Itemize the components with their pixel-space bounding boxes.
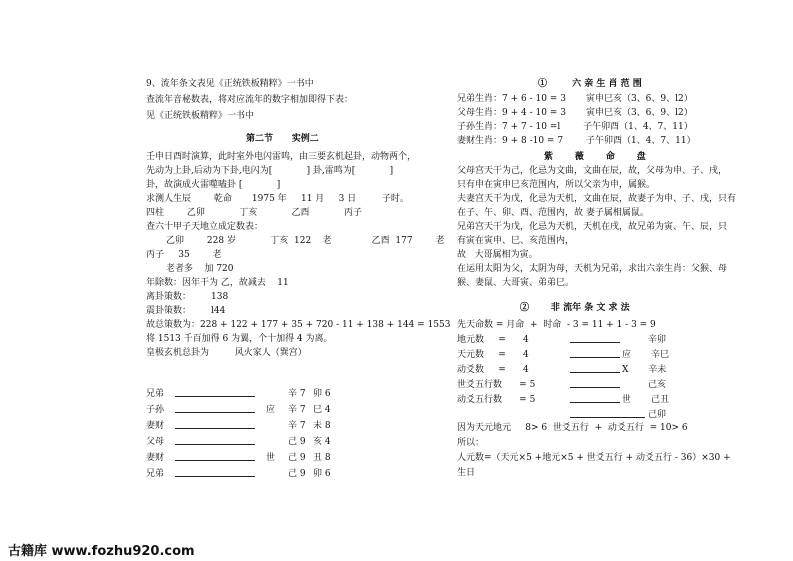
left-line-3: 见《正统铁板精粹》一书中 bbox=[146, 111, 255, 121]
table-branch: 巳 4 bbox=[313, 405, 331, 415]
yao-line bbox=[570, 402, 620, 403]
zodiac-row: 妻财生肖：9 + 8 -10 = 7 子午卯酉（1、4、7、11） bbox=[457, 136, 696, 146]
tail-line: 生日 bbox=[457, 468, 476, 478]
zodiac-row: 兄弟生肖：7 + 6 - 10 = 3 寅申巳亥（3、6、9、l2） bbox=[457, 94, 693, 104]
table-label: 父母 bbox=[146, 437, 165, 447]
para-line: 求测人生辰 乾命 1975 年 11 月 3 日 子时。 bbox=[146, 194, 409, 204]
yao-line-solid bbox=[175, 412, 255, 413]
zodiac-row: 子孙生肖：7 + 7 - 10 =l 子午卯酉（1、4、7、11） bbox=[457, 122, 693, 132]
ziwei-line: 在子、午、卯、酉、范围内，故 妻子属相属鼠。 bbox=[457, 208, 649, 218]
yao-line-solid bbox=[175, 460, 255, 461]
ziwei-line: 猴、妻鼠、大哥寅、弟弟巳。 bbox=[457, 278, 575, 288]
yao-line bbox=[570, 342, 620, 343]
table-stem: 辛 7 bbox=[288, 405, 306, 415]
calc-line: 世爻五行数 = 5 bbox=[457, 380, 536, 390]
ziwei-line: 在运用太阳为父，太阴为母，天机为兄弟，求出六亲生肖：父猴、母 bbox=[457, 264, 728, 274]
table-tag: 世 bbox=[266, 453, 276, 463]
tail-line: 人元数=（天元×5 +地元×5 + 世爻五行 + 动爻五行 - 36）×30 + bbox=[457, 453, 731, 463]
table-stem: 辛 7 bbox=[288, 389, 306, 399]
table-label: 兄弟 bbox=[146, 389, 165, 399]
section-title: 第二节 实例二 bbox=[246, 134, 319, 144]
yao-line-solid bbox=[175, 396, 255, 397]
title-relatives-zodiac: ① 六 亲 生 肖 范 围 bbox=[538, 79, 642, 89]
title-ziwei-chart: 紫 薇 命 盘 bbox=[544, 152, 646, 162]
para-line: 年除数：因年干为 乙，故减去 11 bbox=[146, 278, 289, 288]
left-line-2: 查流年音秘数表，将对应流年的数字相加即得下表： bbox=[146, 95, 354, 105]
para-line: 先动为上卦,后动为下卦,电闪为[ ] 卦,雷鸣为[ ] bbox=[146, 166, 394, 176]
table-stem: 己 9 bbox=[288, 453, 306, 463]
para-line: 丙子 35 老 bbox=[146, 250, 222, 260]
yao-line bbox=[570, 372, 620, 373]
yao-line-solid bbox=[175, 444, 255, 445]
para-line: 离卦策数： 138 bbox=[146, 292, 229, 302]
ziwei-line: 父母宫天干为己，化忌为文曲，文曲在辰，故，父母为申、子、戌， bbox=[457, 166, 728, 176]
zodiac-row: 父母生肖：9 + 4 - 10 = 3 寅申巳亥（3、6、9、l2） bbox=[457, 108, 693, 118]
para-line: 乙卯 228 岁 丁亥 122 老 乙酉 177 老 bbox=[146, 236, 445, 246]
calc-line: 动爻五行数 = 5 bbox=[457, 395, 536, 405]
yao-line bbox=[570, 387, 620, 388]
tail-line: 因为天元地元 8> 6 世爻五行 + 动爻五行 = 10> 6 bbox=[457, 423, 688, 433]
table-label: 妻财 bbox=[146, 421, 165, 431]
ziwei-line: 有寅在寅申、巳、亥范围内， bbox=[457, 236, 575, 246]
table-label: 妻财 bbox=[146, 453, 165, 463]
table-stem: 辛 7 bbox=[288, 421, 306, 431]
para-line: 四柱 乙卯 丁亥 乙酉 丙子 bbox=[146, 208, 362, 218]
para-line: 将 1513 千百加得 6 为翼，个十加得 4 为离。 bbox=[146, 334, 333, 344]
table-label: 兄弟 bbox=[146, 469, 165, 479]
yao-line bbox=[570, 417, 645, 418]
calc-yao-label: 己亥 bbox=[648, 380, 667, 390]
table-tag: 应 bbox=[266, 405, 276, 415]
calc-line: 天元数 = 4 bbox=[457, 350, 529, 360]
para-line: 震卦策数： l44 bbox=[146, 306, 226, 316]
title-non-annual: ② 非 流年 条 文 求 法 bbox=[520, 303, 630, 313]
yao-line-solid bbox=[175, 428, 255, 429]
table-branch: 卯 6 bbox=[313, 389, 331, 399]
para-line: 壬申日酉时演算，此时室外电闪雷鸣，由三要玄机起卦，动物两个， bbox=[146, 152, 417, 162]
calc-yao-label: X 辛未 bbox=[622, 365, 667, 375]
calc-yao-label: 世 己丑 bbox=[622, 395, 670, 405]
yao-line bbox=[570, 357, 620, 358]
table-stem: 己 9 bbox=[288, 437, 306, 447]
left-line-1: 9、流年条文表见《正统铁板精粹》一书中 bbox=[146, 79, 314, 89]
table-branch: 未 8 bbox=[313, 421, 331, 431]
para-line: 卦，故演成火雷噬嗑卦 [ ] bbox=[146, 180, 281, 190]
site-watermark: 古籍库 www.fozhu920.com bbox=[8, 544, 195, 559]
table-branch: 亥 4 bbox=[313, 437, 331, 447]
para-line: 查六十甲子天地立成定数表： bbox=[146, 222, 264, 232]
yao-line-solid bbox=[175, 476, 255, 477]
calc-yao-label: 辛卯 bbox=[648, 335, 667, 345]
para-line: 皇极玄机总卦为 风火家人（巽宫） bbox=[146, 348, 307, 358]
table-branch: 丑 8 bbox=[313, 453, 331, 463]
tail-line: 所以： bbox=[457, 438, 485, 448]
table-label: 子孙 bbox=[146, 405, 165, 415]
ziwei-line: 夫妻宫天干为戊，化忌为天机，文曲在辰，故妻子为申、子、戌，只有 bbox=[457, 194, 737, 204]
calc-yao-label: 应 辛巳 bbox=[622, 350, 670, 360]
table-stem: 己 9 bbox=[288, 469, 306, 479]
ziwei-line: 故 大哥属相为寅。 bbox=[457, 250, 538, 260]
para-line: 老者多 加 720 bbox=[146, 264, 234, 274]
calc-line: 先天命数 = 月命 + 时命 - 3 = 11 + 1 - 3 = 9 bbox=[457, 320, 656, 330]
para-line: 故总策数为：228 + 122 + 177 + 35 + 720 - 11 + 138 + 144 = 1553 bbox=[146, 320, 451, 330]
ziwei-line: 兄弟宫天干为戊，化忌为天机，天机在戌，故兄弟为寅、午、辰，只 bbox=[457, 222, 728, 232]
ziwei-line: 只有申在寅申巳亥范围内，所以父亲为申，属猴。 bbox=[457, 180, 656, 190]
calc-line: 动爻数 = 4 bbox=[457, 365, 529, 375]
calc-line: 地元数 = 4 bbox=[457, 335, 529, 345]
table-branch: 卯 6 bbox=[313, 469, 331, 479]
calc-yao-label: 己卯 bbox=[648, 410, 667, 420]
